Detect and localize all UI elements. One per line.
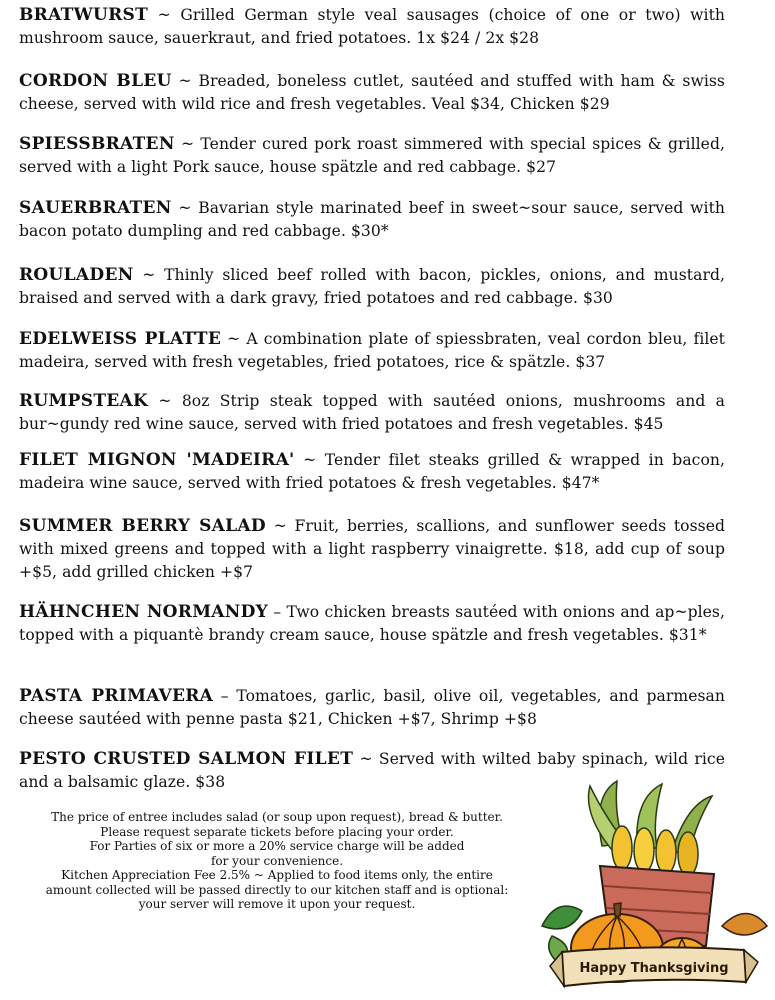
item-name: SAUERBRATEN (19, 198, 172, 218)
item-separator: ~ (174, 135, 201, 153)
item-name: SPIESSBRATEN (19, 134, 175, 154)
item-name: BRATWURST (19, 5, 149, 25)
item-separator: ~ (148, 392, 182, 410)
item-name: PESTO CRUSTED SALMON FILET (19, 749, 354, 769)
item-separator: – (213, 687, 237, 705)
item-name: RUMPSTEAK (19, 391, 149, 411)
item-name: PASTA PRIMAVERA (19, 686, 214, 706)
item-separator: ~ (171, 199, 199, 217)
harvest-illustration (522, 776, 772, 996)
menu-item (19, 4, 725, 50)
note-line: amount collected will be passed directly to our kitchen staff and is optional: (45, 882, 509, 897)
item-name: FILET MIGNON 'MADEIRA' (19, 450, 295, 470)
item-separator: ~ (265, 517, 295, 535)
menu-item (19, 449, 725, 495)
item-separator: ~ (353, 750, 379, 768)
item-separator: ~ (221, 330, 247, 348)
item-description: Tomatoes, garlic, basil, olive oil, vegetables, and parmesan cheese sautéed with penne pasta $21, Chicken +$7, Shrimp +$8 (19, 687, 725, 728)
item-name: SUMMER BERRY SALAD (19, 516, 266, 536)
item-description: Breaded, boneless cutlet, sautéed and stuffed with ham & swiss cheese, served with wild rice and fresh vegetables. Veal $34, Chicken $29 (19, 72, 725, 113)
price-notes (22, 810, 532, 912)
item-description: Tender filet steaks grilled & wrapped in bacon, madeira wine sauce, served with fried potatoes & fresh vegetables. $47* (19, 451, 725, 492)
note-line: for your convenience. (210, 853, 344, 868)
thanksgiving-harvest-basket-icon (522, 776, 772, 996)
note-line: The price of entree includes salad (or soup upon request), bread & butter. (51, 810, 503, 824)
item-description: Served with wilted baby spinach, wild rice and a balsamic glaze. $38 (19, 750, 725, 791)
menu-item (19, 328, 725, 374)
item-name: CORDON BLEU (19, 71, 172, 91)
item-description: Tender cured pork roast simmered with special spices & grilled, served with a light Pork sauce, house spätzle and red cabbage. $27 (19, 135, 725, 176)
item-separator: ~ (171, 72, 199, 90)
item-separator: ~ (133, 266, 165, 284)
item-description: 8oz Strip steak topped with sautéed onions, mushrooms and a bur~gundy red wine sauce, served with fried potatoes and fresh vegetables. $45 (19, 392, 725, 433)
note-line: your server will remove it upon your request. (138, 897, 416, 911)
item-description: A combination plate of spiessbraten, veal cordon bleu, filet madeira, served with fresh vegetables, fried potatoes, rice & spätzle. $37 (19, 330, 725, 371)
item-description: Thinly sliced beef rolled with bacon, pickles, onions, and mustard, braised and served with a dark gravy, fried potatoes and red cabbage. $30 (19, 266, 725, 307)
menu-item (19, 197, 725, 243)
item-description: Bavarian style marinated beef in sweet~sour sauce, served with bacon potato dumpling and red cabbage. $30* (19, 199, 725, 240)
banner-text: Happy Thanksgiving (579, 961, 729, 976)
item-name: ROULADEN (19, 265, 134, 285)
menu-item (19, 515, 725, 584)
item-separator: – (268, 603, 287, 621)
item-name: HÄHNCHEN NORMANDY (19, 602, 269, 622)
menu-item (19, 390, 725, 436)
menu-item (19, 133, 725, 179)
item-description: Grilled German style veal sausages (choice of one or two) with mushroom sauce, sauerkraut, and fried potatoes. 1x $24 / 2x $28 (19, 6, 725, 47)
item-name: EDELWEISS PLATTE (19, 329, 222, 349)
item-separator: ~ (148, 6, 181, 24)
menu-item (19, 685, 725, 731)
item-separator: ~ (294, 451, 325, 469)
note-line: Please request separate tickets before placing your order. (100, 824, 454, 839)
item-description: Two chicken breasts sautéed with onions and ap~ples, topped with a piquantè brandy cream sauce, house spätzle and fresh vegetables. $31* (19, 603, 725, 644)
menu-item (19, 264, 725, 310)
note-line: For Parties of six or more a 20% service charge will be added (89, 839, 465, 853)
note-line: Kitchen Appreciation Fee 2.5% ~ Applied to food items only, the entire (61, 868, 493, 882)
item-description: Fruit, berries, scallions, and sunflower seeds tossed with mixed greens and topped with a light raspberry vinaigrette. $18, add cup of soup +$5, add grilled chicken +$7 (19, 517, 726, 581)
menu-item (19, 601, 725, 647)
menu-item (19, 70, 725, 116)
